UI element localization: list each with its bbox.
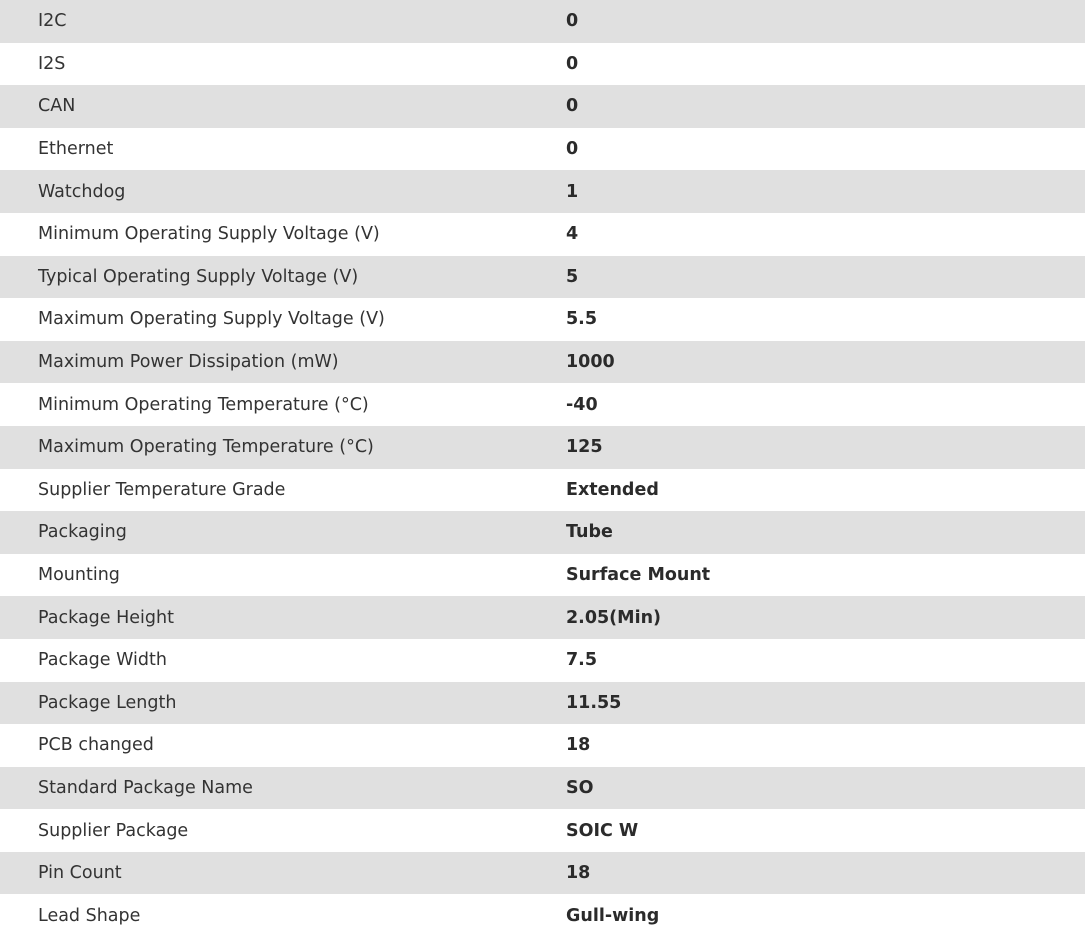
spec-value: 0 bbox=[566, 0, 1085, 43]
table-row bbox=[0, 724, 1085, 767]
spec-value: 0 bbox=[566, 43, 1085, 86]
spec-label: Packaging bbox=[0, 511, 566, 554]
spec-label: Pin Count bbox=[0, 852, 566, 895]
table-row bbox=[0, 894, 1085, 937]
spec-label: Maximum Operating Temperature (°C) bbox=[0, 426, 566, 469]
spec-value: 1000 bbox=[566, 341, 1085, 384]
table-row bbox=[0, 298, 1085, 341]
spec-label: Typical Operating Supply Voltage (V) bbox=[0, 256, 566, 299]
table-row bbox=[0, 682, 1085, 725]
table-row bbox=[0, 639, 1085, 682]
spec-value: Surface Mount bbox=[566, 554, 1085, 597]
spec-label: Minimum Operating Supply Voltage (V) bbox=[0, 213, 566, 256]
spec-label: Minimum Operating Temperature (°C) bbox=[0, 383, 566, 426]
spec-value: 5.5 bbox=[566, 298, 1085, 341]
spec-label: Package Height bbox=[0, 596, 566, 639]
table-row bbox=[0, 809, 1085, 852]
spec-value: Tube bbox=[566, 511, 1085, 554]
table-row bbox=[0, 256, 1085, 299]
table-row bbox=[0, 426, 1085, 469]
table-row bbox=[0, 511, 1085, 554]
spec-label: PCB changed bbox=[0, 724, 566, 767]
spec-label: Package Length bbox=[0, 682, 566, 725]
table-row bbox=[0, 767, 1085, 810]
spec-label: Maximum Operating Supply Voltage (V) bbox=[0, 298, 566, 341]
spec-value: 125 bbox=[566, 426, 1085, 469]
spec-label: Supplier Temperature Grade bbox=[0, 469, 566, 512]
spec-value: 18 bbox=[566, 724, 1085, 767]
spec-label: CAN bbox=[0, 85, 566, 128]
spec-label: Package Width bbox=[0, 639, 566, 682]
table-row bbox=[0, 596, 1085, 639]
spec-value: Extended bbox=[566, 469, 1085, 512]
table-row bbox=[0, 469, 1085, 512]
spec-label: Mounting bbox=[0, 554, 566, 597]
spec-value: 11.55 bbox=[566, 682, 1085, 725]
spec-value: Gull-wing bbox=[566, 894, 1085, 937]
spec-label: I2C bbox=[0, 0, 566, 43]
spec-label: I2S bbox=[0, 43, 566, 86]
spec-value: 4 bbox=[566, 213, 1085, 256]
table-row bbox=[0, 85, 1085, 128]
table-row bbox=[0, 341, 1085, 384]
spec-value: SOIC W bbox=[566, 809, 1085, 852]
spec-label: Maximum Power Dissipation (mW) bbox=[0, 341, 566, 384]
table-row bbox=[0, 170, 1085, 213]
spec-value: 18 bbox=[566, 852, 1085, 895]
table-row bbox=[0, 383, 1085, 426]
spec-value: -40 bbox=[566, 383, 1085, 426]
spec-label: Supplier Package bbox=[0, 809, 566, 852]
table-row bbox=[0, 213, 1085, 256]
table-row bbox=[0, 43, 1085, 86]
spec-value: 1 bbox=[566, 170, 1085, 213]
spec-value: 5 bbox=[566, 256, 1085, 299]
spec-value: 0 bbox=[566, 85, 1085, 128]
spec-value: 7.5 bbox=[566, 639, 1085, 682]
spec-label: Watchdog bbox=[0, 170, 566, 213]
table-row bbox=[0, 128, 1085, 171]
spec-value: 0 bbox=[566, 128, 1085, 171]
table-row bbox=[0, 0, 1085, 43]
table-row bbox=[0, 852, 1085, 895]
spec-value: SO bbox=[566, 767, 1085, 810]
spec-value: 2.05(Min) bbox=[566, 596, 1085, 639]
spec-label: Ethernet bbox=[0, 128, 566, 171]
table-row bbox=[0, 554, 1085, 597]
spec-label: Lead Shape bbox=[0, 894, 566, 937]
spec-label: Standard Package Name bbox=[0, 767, 566, 810]
